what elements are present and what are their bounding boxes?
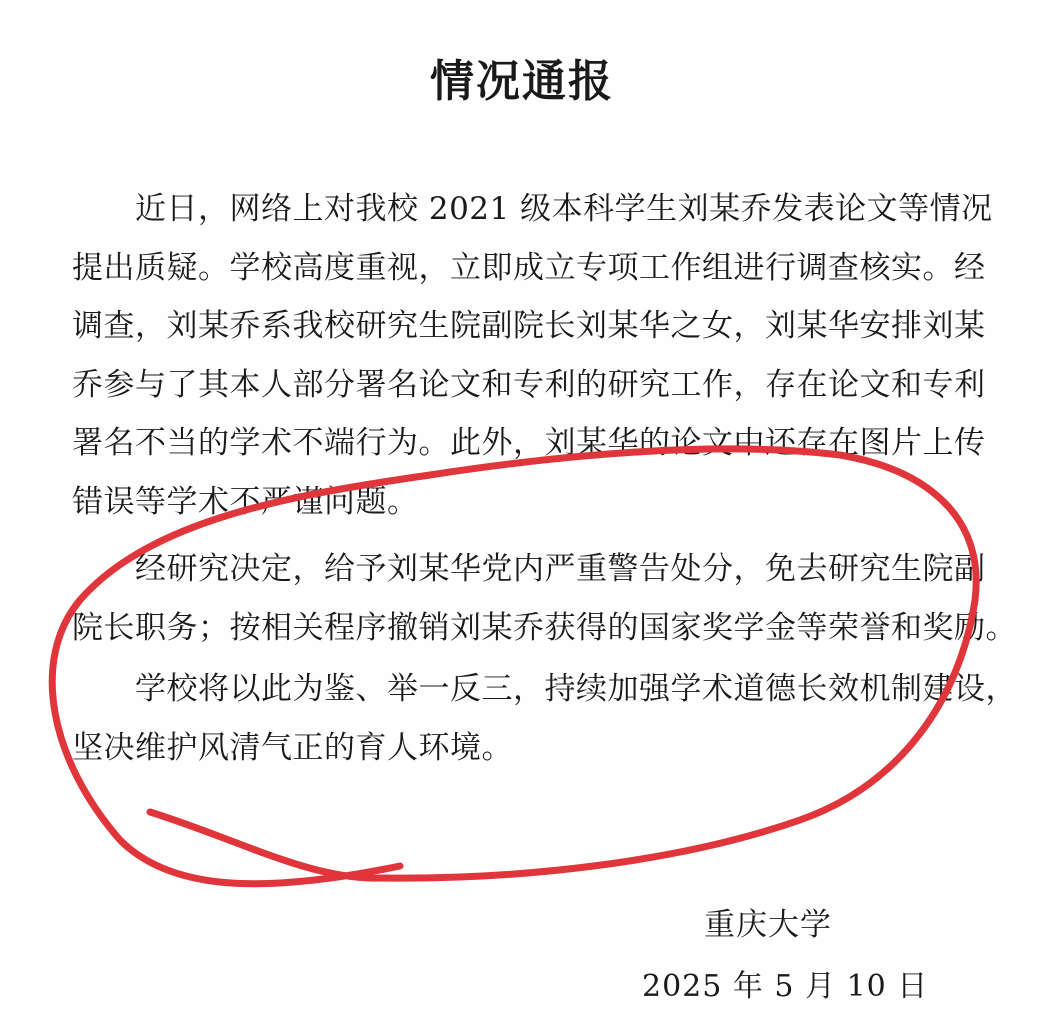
paragraph-line: 坚决维护风清气正的育人环境。 (72, 729, 513, 766)
document-title: 情况通报 (430, 56, 614, 107)
paragraph-line: 错误等学术不严谨问题。 (72, 483, 419, 520)
paragraph-line: 乔参与了其本人部分署名论文和专利的研究工作，存在论文和专利 (72, 366, 986, 403)
paragraph-line: 调查，刘某乔系我校研究生院副院长刘某华之女，刘某华安排刘某 (72, 308, 986, 344)
paragraph-line: 提出质疑。学校高度重视，立即成立专项工作组进行调查核实。经 (72, 249, 986, 286)
signature-organization: 重庆大学 (704, 907, 832, 943)
signature-date: 2025 年 5 月 10 日 (642, 969, 929, 1004)
paragraph-decision (72, 540, 1017, 657)
paragraph-line: 署名不当的学术不端行为。此外，刘某华的论文中还存在图片上传 (72, 425, 986, 461)
paragraph-line: 近日，网络上对我校 2021 级本科学生刘某乔发表论文等情况 (72, 191, 993, 227)
paragraph-line: 院长职务；按相关程序撤销刘某乔获得的国家奖学金等荣誉和奖励。 (72, 609, 1017, 646)
paragraph-investigation (72, 180, 992, 531)
paragraph-line: 学校将以此为鉴、举一反三，持续加强学术道德长效机制建设， (72, 671, 1017, 707)
paragraph-commitment (72, 660, 1017, 777)
paragraph-line: 经研究决定，给予刘某华党内严重警告处分，免去研究生院副 (72, 551, 986, 587)
